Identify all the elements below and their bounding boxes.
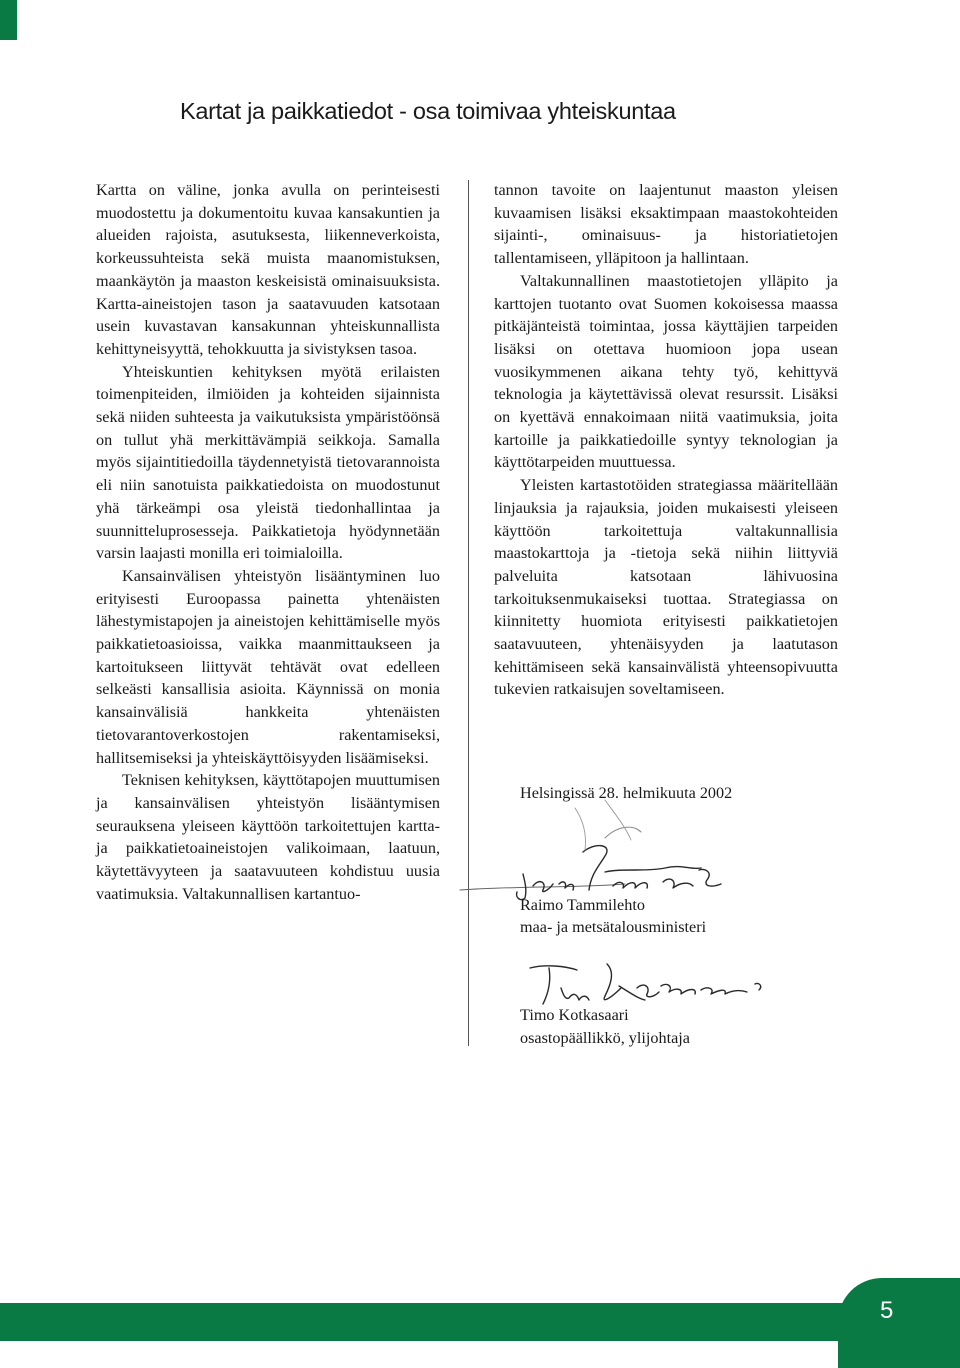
left-column xyxy=(96,179,440,906)
corner-color-mark xyxy=(0,0,17,40)
page-title: Kartat ja paikkatiedot - osa toimivaa yhteiskuntaa xyxy=(180,98,676,124)
signature-raimo-tammilehto xyxy=(455,790,755,910)
left-paragraph-3: Kansainvälisen yhteistyön lisääntyminen luo erityisesti Euroopassa painetta yhtenäisten lähestymistapojen ja aineistojen kehittämiselle myös paikkatietoasioissa, vaikka maanmittaukseen ja kartoitukseen liittyvät tehtävät ovat edelleen selkeästi kansallisia asioita. Käynnissä on monia kansainvälisiä hankkeita yhtenäisten tietovarantoverkostojen rakentamiseksi, hallitsemiseksi ja yhteiskäyttöisyyden lisäämiseksi. xyxy=(96,566,440,767)
page-number: 5 xyxy=(880,1297,894,1324)
right-paragraph-3: Yleisten kartastotöiden strategiassa määritellään linjauksia ja rajauksia, joiden mukaisesti yleiseen käyttöön tarkoitettuja valtakunnallisia maastokarttoja ja -tietoja sekä niihin liittyviä palveluita katsotaan lähivuosina tarkoituksenmukaiseksi tuottaa. Strategiassa on kiinnitetty huomiota erityisesti paikkatietojen saatavuuteen, yhtenäisyyden ja laatutason kehittämiseen sekä kansainvälistä yhteensopivuutta tukevien ratkaisujen soveltamiseen. xyxy=(494,476,838,699)
signer-2-name: Timo Kotkasaari xyxy=(520,1006,629,1024)
right-column xyxy=(494,179,838,701)
signer-2-title: osastopäällikkö, ylijohtaja xyxy=(520,1029,690,1047)
right-paragraph-1: tannon tavoite on laajentunut maaston yleisen kuvaamisen lisäksi eksaktimpaan maastokohteiden sijainti-, ominaisuus- ja historiatietojen tallentamiseen, ylläpitoon ja hallintaan. xyxy=(494,181,838,268)
footer-bar xyxy=(0,1303,960,1341)
page-number-tab xyxy=(838,1278,960,1368)
left-paragraph-2: Yhteiskuntien kehityksen myötä erilaisten toimenpiteiden, ilmiöiden ja kohteiden sijainnista sekä niiden suhteesta ja vaikutuksista ympäristöönsä on tullut yhä merkittävämpiä seikkoja. Samalla myös sijaintitiedoilla täydennetyistä tietovarannoista eli niin sanotuista paikkatiedoista on muodostunut yhä tärkeämpi osa yleistä tiedonhallintaa ja suunnitteluprosesseja. Paikkatietoja hyödynnetään varsin laajasti monilla eri toimialoilla. xyxy=(96,362,440,563)
column-divider xyxy=(468,180,469,1046)
signer-1-name: Raimo Tammilehto xyxy=(520,896,645,914)
right-paragraph-2: Valtakunnallinen maastotietojen ylläpito ja karttojen tuotanto ovat Suomen kokoisessa maassa pitkäjänteistä toimintaa, jossa käyttäjien tarpeiden lisäksi on otettava huomioon jopa usean vuosikymmenen aikana tehty työ, kehittyvä teknologia ja käytettävissä olevat resurssit. Lisäksi on kyettävä ennakoimaan niitä vaatimuksia, joita kartoille ja paikkatiedoille syntyy teknologian ja käyttötarpeiden muuttuessa. xyxy=(494,271,838,472)
left-paragraph-1: Kartta on väline, jonka avulla on perinteisesti muodostettu ja dokumentoitu kuvaa kansakuntien ja alueiden rajoista, asutuksesta, liikenneverkoista, korkeussuhteista sekä muista maanomistuksen, maankäytön ja maaston keskeisistä ominaisuuksista. Kartta-aineistojen tason ja saatavuuden katsotaan usein kuvastavan kansakunnan yhteiskunnallista kehittyneisyyttä, tehokkuutta ja sivistyksen tasoa. xyxy=(96,181,440,358)
left-paragraph-4: Teknisen kehityksen, käyttötapojen muuttumisen ja kansainvälisen yhteistyön lisääntymisen seurauksena yleiseen käyttöön tarkoitettujen kartta- ja paikkatietoaineistojen valikoimaan, laatuun, käytettävyyteen ja saatavuuteen kohdistuu uusia vaatimuksia. Valtakunnallisen kartantuo- xyxy=(96,771,440,903)
place-and-date: Helsingissä 28. helmikuuta 2002 xyxy=(520,784,733,802)
signer-1-title: maa- ja metsätalousministeri xyxy=(520,918,707,936)
